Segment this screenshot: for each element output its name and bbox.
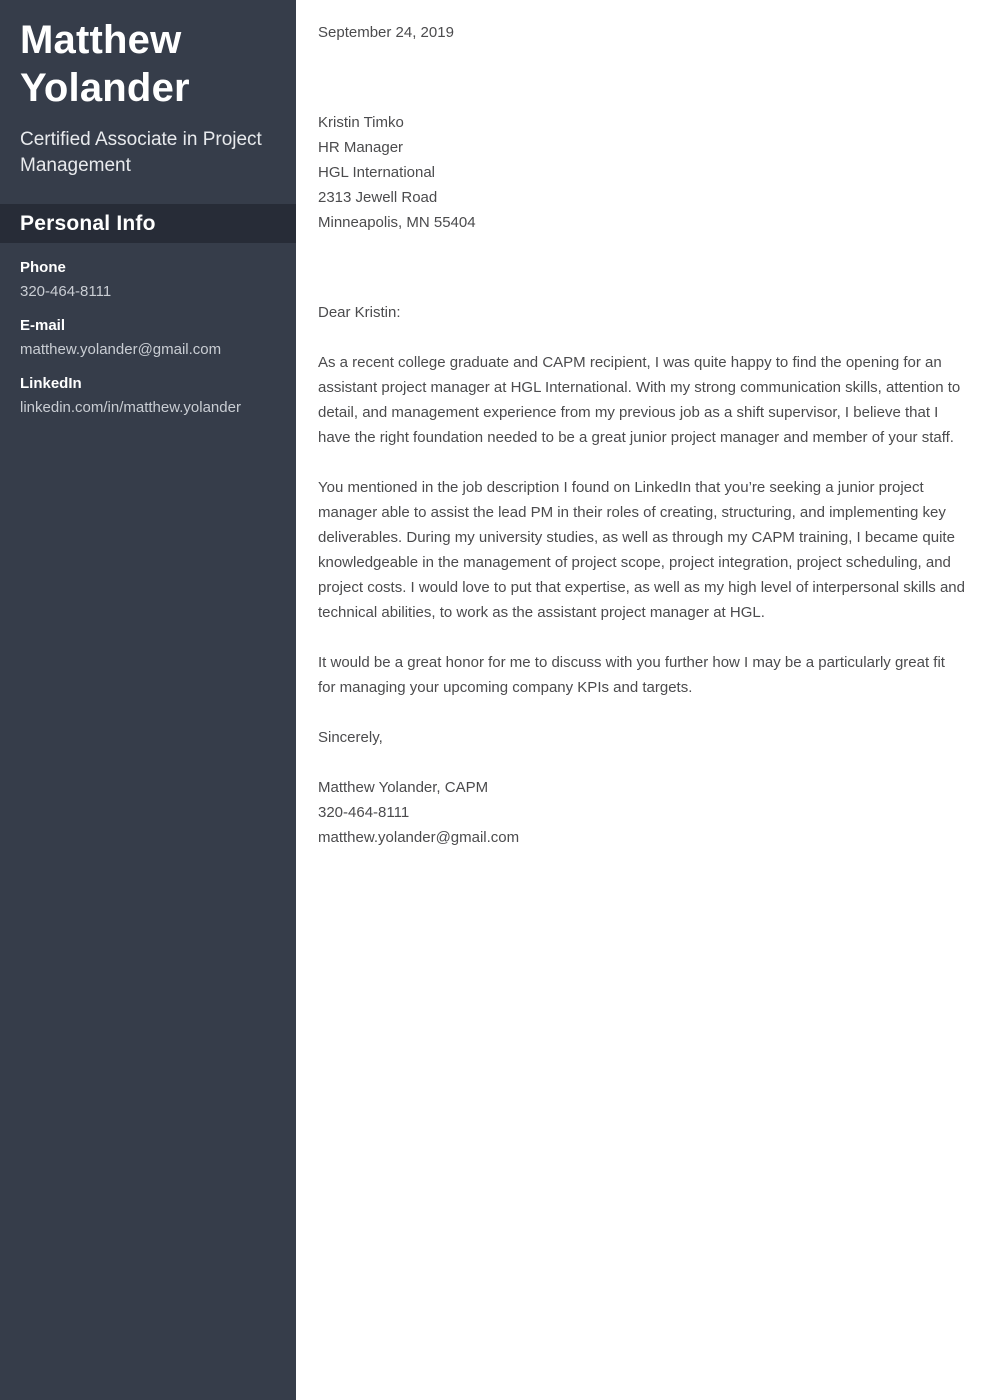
contact-label-linkedin: LinkedIn — [20, 375, 82, 392]
contact-value-phone: 320-464-8111 — [20, 283, 112, 300]
recipient-city: Minneapolis, MN 55404 — [318, 214, 476, 231]
contact-group-linkedin — [20, 372, 276, 420]
personal-info-section-band — [0, 204, 296, 243]
signature-email: matthew.yolander@gmail.com — [318, 829, 520, 846]
sidebar — [0, 0, 296, 1400]
letter-date: September 24, 2019 — [318, 24, 454, 41]
body-paragraph-3: It would be a great honor for me to discuss with you further how I may be a particularly great fit for managing your upcoming company KPIs and targets. — [318, 654, 945, 696]
recipient-company: HGL International — [318, 164, 436, 181]
contact-list — [0, 243, 296, 420]
candidate-title: Certified Associate in Project Management — [20, 129, 262, 176]
contact-group-phone — [20, 256, 276, 304]
signature-phone: 320-464-8111 — [318, 804, 410, 821]
recipient-block — [318, 110, 966, 235]
letter-body — [296, 0, 990, 1400]
closing: Sincerely, — [318, 729, 383, 746]
recipient-name: Kristin Timko — [318, 114, 404, 131]
recipient-role: HR Manager — [318, 139, 404, 156]
contact-value-email: matthew.yolander@gmail.com — [20, 341, 222, 358]
candidate-name: Matthew Yolander — [20, 18, 190, 110]
signature-name: Matthew Yolander, CAPM — [318, 779, 489, 796]
contact-group-email — [20, 314, 276, 362]
contact-label-phone: Phone — [20, 259, 66, 276]
contact-label-email: E-mail — [20, 317, 66, 334]
personal-info-header: Personal Info — [20, 211, 156, 235]
recipient-street: 2313 Jewell Road — [318, 189, 438, 206]
body-paragraph-1: As a recent college graduate and CAPM recipient, I was quite happy to find the opening for an assistant project manager at HGL International. With my strong communication skills, attention to detail, and management experience from my previous job as a shift supervisor, I believe that I have the right foundation needed to be a great junior project manager and member of your staff. — [318, 354, 961, 446]
contact-value-linkedin: linkedin.com/in/matthew.yolander — [20, 399, 241, 416]
salutation: Dear Kristin: — [318, 304, 401, 321]
signature-block — [318, 775, 966, 850]
body-paragraph-2: You mentioned in the job description I found on LinkedIn that you’re seeking a junior project manager able to assist the lead PM in their roles of creating, structuring, and implementing key deliverables. During my university studies, as well as through my CAPM training, I became quite knowledgeable in the management of project scope, project integration, project scheduling, and project costs. I would love to put that expertise, as well as my high level of interpersonal skills and technical abilities, to work as the assistant project manager at HGL. — [318, 479, 965, 621]
sidebar-header — [0, 0, 296, 179]
